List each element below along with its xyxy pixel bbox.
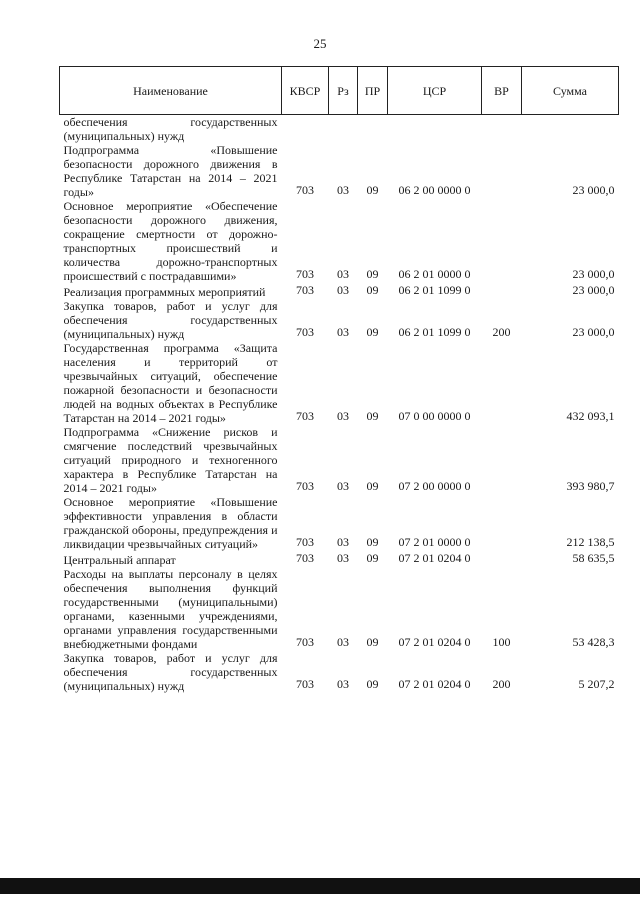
cell-kvsr: 703 [296, 479, 314, 493]
cell-csr: 07 2 01 0204 0 [398, 677, 471, 691]
cell-csr: 07 2 00 0000 0 [398, 479, 471, 493]
cell-sum: 5 207,2 [578, 677, 615, 691]
table-row [60, 115, 619, 144]
cell-pr: 09 [366, 479, 379, 493]
cell-vr [482, 551, 522, 567]
cell-kvsr [282, 115, 329, 144]
cell-sum: 23 000,0 [572, 325, 615, 339]
header-name: Наименование [60, 67, 282, 115]
table-row [60, 567, 619, 651]
cell-rz: 03 [337, 325, 349, 339]
cell-rz: 03 [337, 635, 349, 649]
cell-csr: 06 2 01 0000 0 [398, 267, 471, 281]
table-row [60, 299, 619, 341]
cell-sum: 393 980,7 [566, 479, 615, 493]
cell-csr: 06 2 01 1099 0 [398, 283, 471, 297]
cell-sum: 58 635,5 [572, 551, 615, 565]
cell-sum [522, 115, 619, 144]
cell-rz [329, 115, 358, 144]
cell-vr [482, 115, 522, 144]
cell-name: Центральный аппарат [63, 553, 176, 567]
cell-name: Закупка товаров, работ и услуг для обеспечения государственных (муниципальных) нужд [63, 651, 278, 693]
cell-kvsr: 703 [296, 283, 314, 297]
cell-csr [388, 115, 482, 144]
cell-name: Основное мероприятие «Повышение эффективности управления в области гражданской обороны, предупреждения и ликвидации чрезвычайных ситуаций» [63, 495, 278, 551]
cell-sum: 23 000,0 [572, 283, 615, 297]
cell-pr: 09 [366, 267, 379, 281]
table-header-row [60, 67, 619, 115]
header-pr: ПР [358, 67, 388, 115]
cell-kvsr: 703 [296, 325, 314, 339]
cell-name: Государственная программа «Защита населения и территорий от чрезвычайных ситуаций, обеспечение пожарной безопасности и безопасности людей на водных объектах в Республике Татарстан на 2014 – 2021 годы» [63, 341, 278, 425]
cell-kvsr: 703 [296, 409, 314, 423]
cell-csr: 07 2 01 0204 0 [398, 551, 471, 565]
cell-pr: 09 [366, 551, 379, 565]
cell-name: Подпрограмма «Снижение рисков и смягчение последствий чрезвычайных ситуаций природного и техногенного характера в Республике Татарстан на 2014 – 2021 годы» [63, 425, 278, 495]
cell-sum: 432 093,1 [566, 409, 615, 423]
cell-sum: 53 428,3 [572, 635, 615, 649]
cell-name: Реализация программных мероприятий [63, 285, 266, 299]
cell-rz: 03 [337, 183, 349, 197]
table-row [60, 651, 619, 693]
header-kvsr: КВСР [282, 67, 329, 115]
cell-rz: 03 [337, 535, 349, 549]
cell-name: обеспечения государственных (муниципальных) нужд [63, 115, 278, 143]
table-row [60, 341, 619, 425]
cell-vr [482, 143, 522, 199]
cell-rz: 03 [337, 677, 349, 691]
header-sum: Сумма [522, 67, 619, 115]
cell-sum: 23 000,0 [572, 267, 615, 281]
cell-pr [358, 115, 388, 144]
cell-vr: 100 [492, 635, 511, 649]
cell-pr: 09 [366, 635, 379, 649]
table-row [60, 425, 619, 495]
cell-csr: 06 2 01 1099 0 [398, 325, 471, 339]
page-number: 25 [313, 36, 327, 51]
cell-name: Расходы на выплаты персоналу в целях обеспечения выполнения функций государственными (муниципальными) органами, казенными учреждениями, органами управления государственными внебюджетными фондами [63, 567, 278, 651]
table-body [60, 115, 619, 694]
cell-pr: 09 [366, 183, 379, 197]
cell-vr: 200 [492, 677, 511, 691]
cell-csr: 07 2 01 0204 0 [398, 635, 471, 649]
cell-vr [482, 341, 522, 425]
cell-sum: 212 138,5 [566, 535, 615, 549]
cell-vr [482, 199, 522, 283]
cell-sum: 23 000,0 [572, 183, 615, 197]
cell-kvsr: 703 [296, 677, 314, 691]
cell-vr [482, 283, 522, 299]
cell-kvsr: 703 [296, 183, 314, 197]
cell-name: Основное мероприятие «Обеспечение безопасности дорожного движения, сокращение смертности от дорожно-транспортных происшествий и количества дорожно-транспортных происшествий с пострадавшими» [63, 199, 278, 283]
cell-rz: 03 [337, 479, 349, 493]
cell-kvsr: 703 [296, 267, 314, 281]
cell-csr: 07 2 01 0000 0 [398, 535, 471, 549]
table-row [60, 495, 619, 551]
cell-pr: 09 [366, 325, 379, 339]
table-row [60, 199, 619, 283]
cell-kvsr: 703 [296, 551, 314, 565]
cell-csr: 07 0 00 0000 0 [398, 409, 471, 423]
header-rz: Рз [329, 67, 358, 115]
header-csr: ЦСР [388, 67, 482, 115]
cell-pr: 09 [366, 409, 379, 423]
cell-name: Закупка товаров, работ и услуг для обеспечения государственных (муниципальных) нужд [63, 299, 278, 341]
cell-rz: 03 [337, 551, 349, 565]
cell-kvsr: 703 [296, 535, 314, 549]
cell-pr: 09 [366, 677, 379, 691]
scan-edge-bar [0, 878, 640, 894]
cell-vr [482, 425, 522, 495]
cell-vr [482, 495, 522, 551]
cell-csr: 06 2 00 0000 0 [398, 183, 471, 197]
budget-table [59, 66, 619, 693]
cell-vr: 200 [492, 325, 511, 339]
table-row [60, 551, 619, 567]
cell-rz: 03 [337, 267, 349, 281]
cell-pr: 09 [366, 283, 379, 297]
cell-name: Подпрограмма «Повышение безопасности дорожного движения в Республике Татарстан на 2014 – 2021 годы» [63, 143, 278, 199]
table-row [60, 143, 619, 199]
cell-kvsr: 703 [296, 635, 314, 649]
cell-rz: 03 [337, 409, 349, 423]
header-vr: ВР [482, 67, 522, 115]
table-row [60, 283, 619, 299]
cell-rz: 03 [337, 283, 349, 297]
cell-pr: 09 [366, 535, 379, 549]
